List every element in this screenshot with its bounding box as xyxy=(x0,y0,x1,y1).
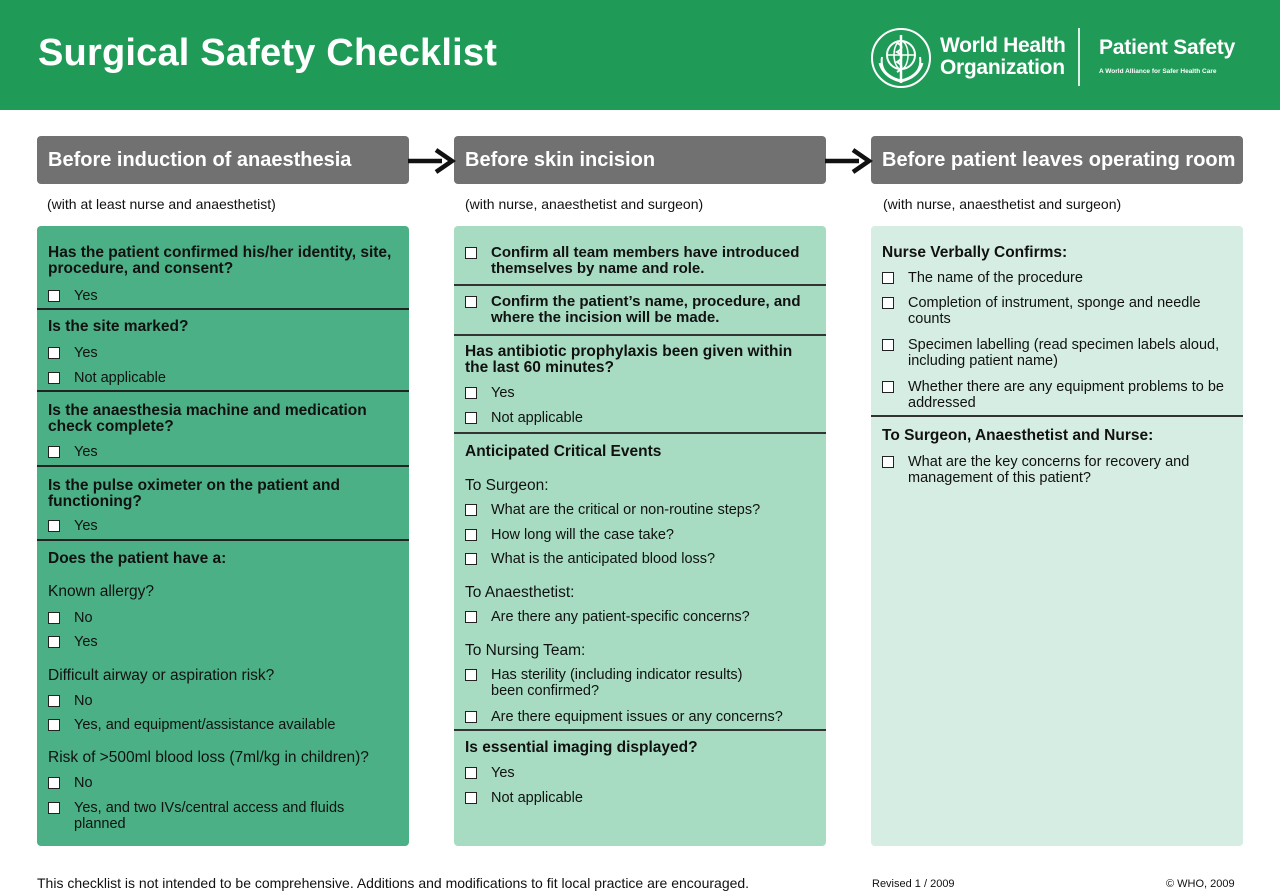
label-to-nursing-team: To Nursing Team: xyxy=(465,642,586,659)
label-to-anaesthetist: To Anaesthetist: xyxy=(465,584,575,601)
checkbox[interactable] xyxy=(882,456,894,468)
divider xyxy=(871,415,1243,417)
panel-before-incision: Confirm all team members have introduced themselves by name and role. Confirm the patient’s name, procedure, and where the incision will be made. Has antibiotic prophylaxis been given within the last 60 minutes? Yes Not applicable Anticipated Critical Events To Surgeon: What are the critical or non-routine steps? How long will the case take? What is the anticipated blood loss? To Anaesthetist: Are there any patient-specific concerns? To Nursing Team: Has sterility (including indicator results) been confirmed? Are there equipment issues or any concerns? Is essential imaging displayed? Yes Not applicable xyxy=(454,226,826,846)
question-pulse-oximeter: Is the pulse oximeter on the patient and functioning? xyxy=(48,477,340,510)
checkbox[interactable] xyxy=(465,792,477,804)
who-org-line1: World Health xyxy=(940,34,1066,57)
checkbox[interactable] xyxy=(48,347,60,359)
patient-safety-subtitle: A World Alliance for Safer Health Care xyxy=(1099,68,1217,75)
label-known-allergy: Known allergy? xyxy=(48,583,154,600)
footer-revised: Revised 1 / 2009 xyxy=(872,878,955,890)
who-org-line2: Organization xyxy=(940,56,1065,79)
divider xyxy=(37,390,409,392)
divider xyxy=(454,284,826,286)
checkbox[interactable] xyxy=(48,802,60,814)
checkbox[interactable] xyxy=(48,612,60,624)
checkbox[interactable] xyxy=(48,446,60,458)
divider xyxy=(454,334,826,336)
checkbox[interactable] xyxy=(882,272,894,284)
panel-before-induction: Has the patient confirmed his/her identity, site, procedure, and consent? Yes Is the site marked? Yes Not applicable Is the anaesthesia machine and medication check complete? Yes Is the pulse oximeter on the patient and functioning? Yes Does the patient have a: Known allergy? No Yes Difficult airway or aspiration risk? No Yes, and equipment/assistance available Risk of >500ml blood loss (7ml/kg in children)? No Yes, and two IVs/central access and fluids planned xyxy=(37,226,409,846)
patient-safety-title: Patient Safety xyxy=(1099,36,1236,59)
phase-header-leaves: Before patient leaves operating room xyxy=(871,136,1243,184)
divider xyxy=(37,465,409,467)
checkbox[interactable] xyxy=(465,387,477,399)
footer-disclaimer: This checklist is not intended to be comprehensive. Additions and modifications to fit local practice are encouraged. xyxy=(37,875,750,891)
arrow-right-icon xyxy=(406,147,456,175)
checkbox[interactable] xyxy=(465,412,477,424)
checkbox[interactable] xyxy=(465,711,477,723)
checkbox[interactable] xyxy=(465,611,477,623)
divider xyxy=(37,539,409,541)
phase-header-induction: Before induction of anaesthesia xyxy=(37,136,409,184)
divider xyxy=(454,729,826,731)
question-imaging: Is essential imaging displayed? xyxy=(465,739,698,756)
label-difficult-airway: Difficult airway or aspiration risk? xyxy=(48,667,275,684)
checkbox[interactable] xyxy=(465,247,477,259)
question-identity: Has the patient confirmed his/her identity, site, procedure, and consent? xyxy=(48,244,392,277)
checkbox[interactable] xyxy=(882,339,894,351)
question-anaesthesia-check: Is the anaesthesia machine and medication check complete? xyxy=(48,402,367,435)
checkbox[interactable] xyxy=(48,290,60,302)
question-antibiotic: Has antibiotic prophylaxis been given within the last 60 minutes? xyxy=(465,343,793,376)
heading-nurse-confirms: Nurse Verbally Confirms: xyxy=(882,244,1068,261)
divider xyxy=(454,432,826,434)
page-title: Surgical Safety Checklist xyxy=(38,32,498,74)
checkbox[interactable] xyxy=(465,767,477,779)
question-site-marked: Is the site marked? xyxy=(48,318,189,335)
footer-copyright: © WHO, 2009 xyxy=(1166,878,1235,890)
heading-to-all: To Surgeon, Anaesthetist and Nurse: xyxy=(882,427,1154,444)
phase-subtitle-incision: (with nurse, anaesthetist and surgeon) xyxy=(465,196,704,212)
checkbox[interactable] xyxy=(882,381,894,393)
checkbox[interactable] xyxy=(882,297,894,309)
checkbox[interactable] xyxy=(465,296,477,308)
checkbox[interactable] xyxy=(48,777,60,789)
checkbox[interactable] xyxy=(48,636,60,648)
phase-header-incision: Before skin incision xyxy=(454,136,826,184)
checkbox[interactable] xyxy=(48,695,60,707)
divider xyxy=(37,308,409,310)
who-emblem-icon xyxy=(870,27,932,89)
header-bar xyxy=(0,0,1280,110)
checkbox[interactable] xyxy=(465,529,477,541)
phase-subtitle-induction: (with at least nurse and anaesthetist) xyxy=(47,196,276,212)
checkbox[interactable] xyxy=(48,719,60,731)
who-org-name xyxy=(940,35,1066,79)
panel-before-leaves: Nurse Verbally Confirms: The name of the procedure Completion of instrument, sponge and needle counts Specimen labelling (read specimen labels aloud, including patient name) Whether there are any equipment problems to be addressed To Surgeon, Anaesthetist and Nurse: What are the key concerns for recovery and management of this patient? xyxy=(871,226,1243,846)
checkbox[interactable] xyxy=(465,553,477,565)
question-patient-have: Does the patient have a: xyxy=(48,550,227,567)
arrow-right-icon xyxy=(823,147,873,175)
checkbox[interactable] xyxy=(48,372,60,384)
checkbox[interactable] xyxy=(465,669,477,681)
checkbox[interactable] xyxy=(465,504,477,516)
label-blood-loss: Risk of >500ml blood loss (7ml/kg in children)? xyxy=(48,749,369,766)
header-divider xyxy=(1078,28,1080,86)
phase-subtitle-leaves: (with nurse, anaesthetist and surgeon) xyxy=(883,196,1122,212)
heading-critical-events: Anticipated Critical Events xyxy=(465,443,662,460)
label-to-surgeon: To Surgeon: xyxy=(465,477,549,494)
checkbox[interactable] xyxy=(48,520,60,532)
